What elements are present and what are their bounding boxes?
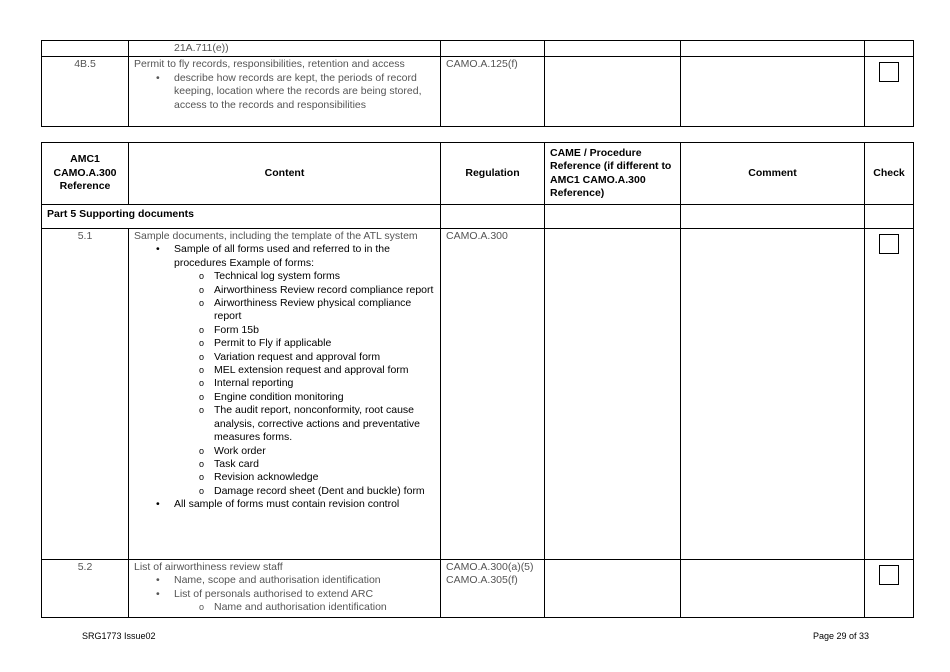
- row-ref: 5.1: [42, 229, 129, 560]
- sub-list-item: o Engine condition monitoring: [134, 391, 435, 404]
- check-box[interactable]: [879, 234, 899, 254]
- sub-list-item: o Permit to Fly if applicable: [134, 337, 435, 350]
- row-content: List of airworthiness review staff: [134, 561, 283, 573]
- row-regulation: CAMO.A.300: [441, 229, 545, 560]
- row-ref: 4B.5: [42, 57, 129, 127]
- list-item: • describe how records are kept, the periods of record keeping, location where the records are being stored, access to the records and responsibilities: [134, 72, 435, 112]
- table-row: [42, 57, 914, 127]
- sub-list-item: o Name and authorisation identification: [134, 601, 435, 614]
- main-table: [41, 142, 914, 618]
- row-regulation: CAMO.A.125(f): [441, 57, 545, 127]
- footer-page-number: Page 29 of 33: [813, 631, 870, 641]
- sub-list-item: o Task card: [134, 458, 435, 471]
- header-comment: Comment: [681, 143, 865, 205]
- row-regulation: CAMO.A.300(a)(5): [446, 561, 534, 573]
- sub-list-item: o Form 15b: [134, 324, 435, 337]
- section-title: Part 5 Supporting documents: [42, 205, 441, 229]
- list-item: • Name, scope and authorisation identification: [134, 574, 435, 587]
- sub-list-item: o Variation request and approval form: [134, 351, 435, 364]
- check-box[interactable]: [879, 565, 899, 585]
- row-ref: 5.2: [42, 560, 129, 618]
- sub-list-item: o Technical log system forms: [134, 270, 435, 283]
- table-row: [42, 229, 914, 560]
- header-check: Check: [865, 143, 914, 205]
- footer-doc-id: SRG1773 Issue02: [82, 631, 156, 641]
- table-row: [42, 41, 914, 57]
- header-row: [42, 143, 914, 205]
- sub-list-item: o Revision acknowledge: [134, 471, 435, 484]
- continued-text: 21A.711(e)): [174, 42, 229, 54]
- sub-list-item: o The audit report, nonconformity, root cause analysis, corrective actions and preventative measures forms.: [134, 404, 435, 444]
- check-box[interactable]: [879, 62, 899, 82]
- header-came: CAME / Procedure Reference (if different to AMC1 CAMO.A.300 Reference): [545, 143, 681, 205]
- row-content: Sample documents, including the template of the ATL system: [134, 230, 418, 242]
- header-regulation: Regulation: [441, 143, 545, 205]
- sub-list-item: o MEL extension request and approval form: [134, 364, 435, 377]
- table-row: [42, 560, 914, 618]
- row-content: Permit to fly records, responsibilities, retention and access: [134, 58, 405, 71]
- header-content: Content: [129, 143, 441, 205]
- list-item: • List of personals authorised to extend ARC: [134, 588, 435, 601]
- sub-list-item: o Airworthiness Review physical compliance report: [134, 297, 435, 324]
- header-ref: AMC1 CAMO.A.300 Reference: [42, 143, 129, 205]
- sub-list-item: o Work order: [134, 445, 435, 458]
- sub-list-item: o Damage record sheet (Dent and buckle) form: [134, 485, 435, 498]
- sub-list-item: o Airworthiness Review record compliance report: [134, 284, 435, 297]
- list-item: • All sample of forms must contain revision control: [134, 498, 435, 511]
- sub-list-item: o Internal reporting: [134, 377, 435, 390]
- list-item: • Sample of all forms used and referred to in the procedures Example of forms:: [134, 243, 435, 270]
- top-table: [41, 40, 914, 127]
- row-regulation: CAMO.A.305(f): [446, 574, 518, 587]
- section-row: [42, 205, 914, 229]
